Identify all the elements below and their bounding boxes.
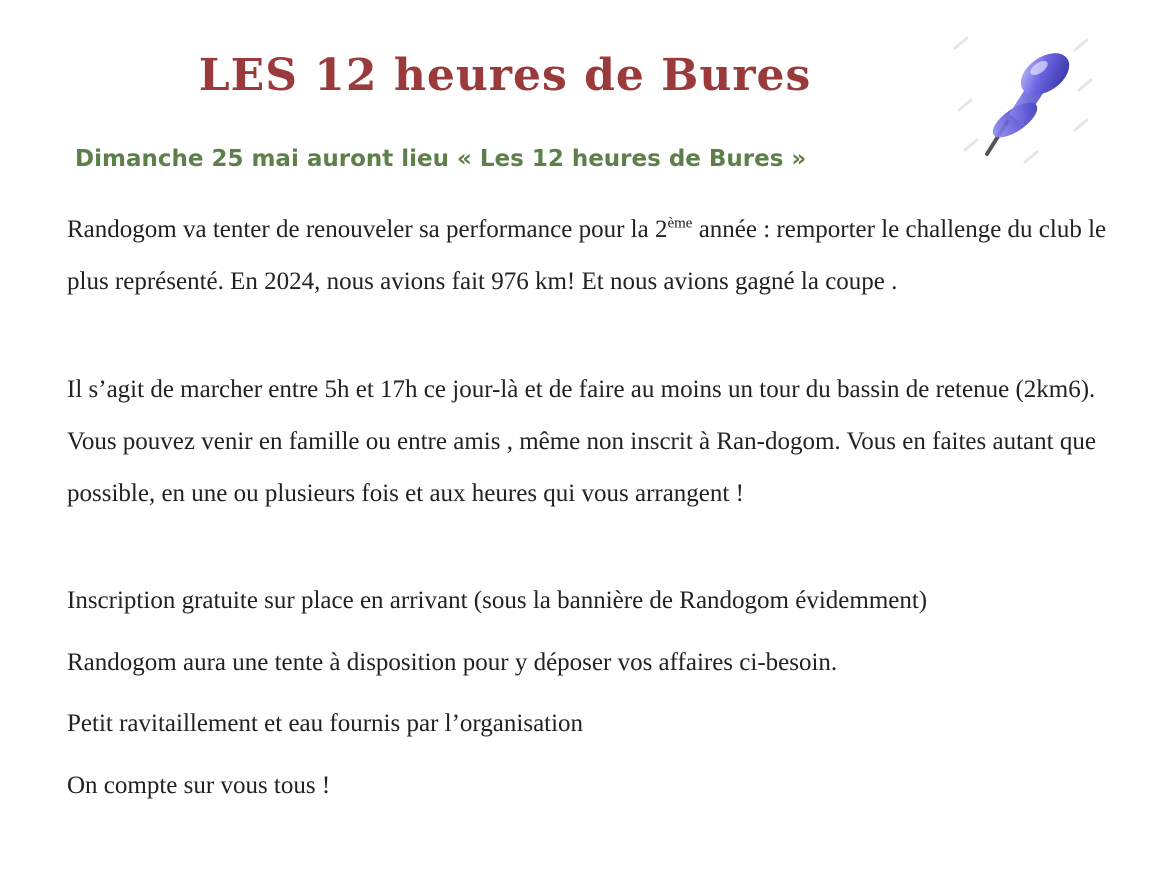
push-pin-icon [945, 30, 1095, 170]
ordinal-suffix: ème [667, 215, 693, 232]
paragraph-instructions: Il s’agit de marcher entre 5h et 17h ce jour-là et de faire au moins un tour du bassin de retenue (2km6). Vous pouvez venir en famille ou entre amis , même non inscrit à Ran-dogom. Vous en faites autant que possible, en une ou plusieurs fois et aux heures qui vous arrangent ! [67, 376, 1096, 507]
page-title: LES 12 heures de Bures [198, 50, 812, 101]
paragraph-tent: Randogom aura une tente à disposition pour y déposer vos affaires ci-besoin. [67, 649, 838, 676]
paragraph-performance-start: Randogom va tenter de renouveler sa performance pour la 2 [67, 216, 668, 243]
paragraph-closing: On compte sur vous tous ! [67, 772, 331, 799]
paragraph-performance-end: année : remporter le challenge du club le plus représenté. En 2024, nous avions fait 976 km! Et nous avions gagné la coupe . [67, 216, 1107, 295]
paragraph-performance [67, 204, 1107, 308]
event-subtitle: Dimanche 25 mai auront lieu « Les 12 heures de Bures » [75, 146, 807, 172]
paragraph-supplies: Petit ravitaillement et eau fournis par l’organisation [67, 710, 584, 737]
paragraph-registration: Inscription gratuite sur place en arrivant (sous la bannière de Randogom évidemment) [67, 587, 928, 614]
